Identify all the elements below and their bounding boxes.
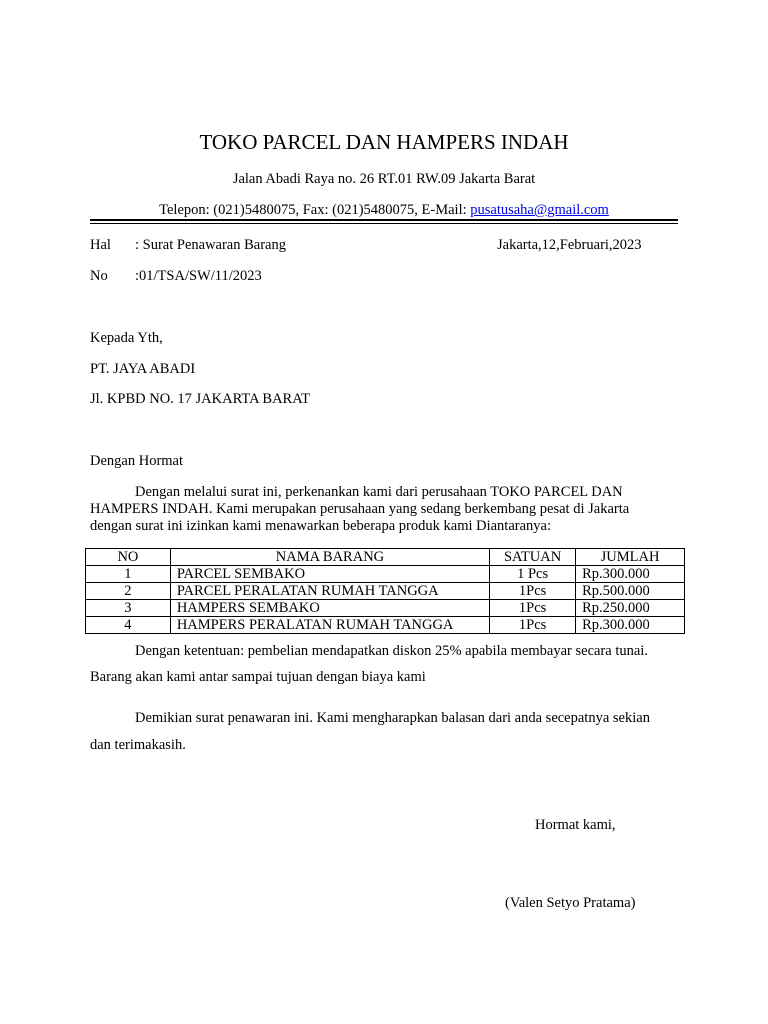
header-rule-thick <box>90 219 678 221</box>
intro-line-2: HAMPERS INDAH. Kami merupakan perusahaan yang sedang berkembang pesat di Jakarta <box>90 501 630 517</box>
delivery-text: Barang akan kami antar sampai tujuan dengan biaya kami <box>90 669 426 685</box>
cell-no: 1 <box>86 566 171 583</box>
hal-value: : Surat Penawaran Barang <box>135 237 286 253</box>
cell-jumlah: Rp.300.000 <box>576 617 685 634</box>
header-rule-thin <box>90 223 678 224</box>
cell-satuan: 1 Pcs <box>490 566 576 583</box>
product-table <box>85 548 685 634</box>
contact-text: Telepon: (021)5480075, Fax: (021)5480075, E-Mail: <box>159 202 471 218</box>
intro-line-3: dengan surat ini izinkan kami menawarkan beberapa produk kami Diantaranya: <box>90 518 552 534</box>
terms-text: Dengan ketentuan: pembelian mendapatkan diskon 25% apabila membayar secara tunai. <box>135 643 648 659</box>
cell-no: 3 <box>86 600 171 617</box>
cell-no: 4 <box>86 617 171 634</box>
table-row <box>86 566 685 583</box>
header-no: NO <box>86 549 171 566</box>
cell-jumlah: Rp.500.000 <box>576 583 685 600</box>
header-satuan: SATUAN <box>490 549 576 566</box>
cell-no: 2 <box>86 583 171 600</box>
signature-closing: Hormat kami, <box>535 817 616 833</box>
header-nama-barang: NAMA BARANG <box>170 549 489 566</box>
recipient-name: PT. JAYA ABADI <box>90 361 196 377</box>
table-header-row <box>86 549 685 566</box>
company-address: Jalan Abadi Raya no. 26 RT.01 RW.09 Jakarta Barat <box>232 171 536 187</box>
hal-label: Hal <box>90 237 111 253</box>
intro-line-1: Dengan melalui surat ini, perkenankan kami dari perusahaan TOKO PARCEL DAN <box>135 484 623 500</box>
cell-jumlah: Rp.300.000 <box>576 566 685 583</box>
cell-nama: PARCEL SEMBAKO <box>170 566 489 583</box>
recipient-address: Jl. KPBD NO. 17 JAKARTA BARAT <box>90 391 310 407</box>
recipient-greeting: Kepada Yth, <box>90 330 163 346</box>
cell-nama: PARCEL PERALATAN RUMAH TANGGA <box>170 583 489 600</box>
cell-nama: HAMPERS SEMBAKO <box>170 600 489 617</box>
header-jumlah: JUMLAH <box>576 549 685 566</box>
cell-nama: HAMPERS PERALATAN RUMAH TANGGA <box>170 617 489 634</box>
no-value: :01/TSA/SW/11/2023 <box>135 268 262 284</box>
cell-satuan: 1Pcs <box>490 617 576 634</box>
signature-name: (Valen Setyo Pratama) <box>505 895 636 911</box>
closing-line-2: dan terimakasih. <box>90 737 186 753</box>
company-title: TOKO PARCEL DAN HAMPERS INDAH <box>199 130 569 154</box>
email-link[interactable]: pusatusaha@gmail.com <box>470 202 609 218</box>
cell-jumlah: Rp.250.000 <box>576 600 685 617</box>
no-label: No <box>90 268 108 284</box>
table-row <box>86 617 685 634</box>
letter-date: Jakarta,12,Februari,2023 <box>497 237 642 253</box>
table-row <box>86 583 685 600</box>
company-contact <box>0 202 768 219</box>
cell-satuan: 1Pcs <box>490 583 576 600</box>
closing-line-1: Demikian surat penawaran ini. Kami mengharapkan balasan dari anda secepatnya sekian <box>135 710 650 726</box>
table-row <box>86 600 685 617</box>
salutation: Dengan Hormat <box>90 453 184 469</box>
cell-satuan: 1Pcs <box>490 600 576 617</box>
